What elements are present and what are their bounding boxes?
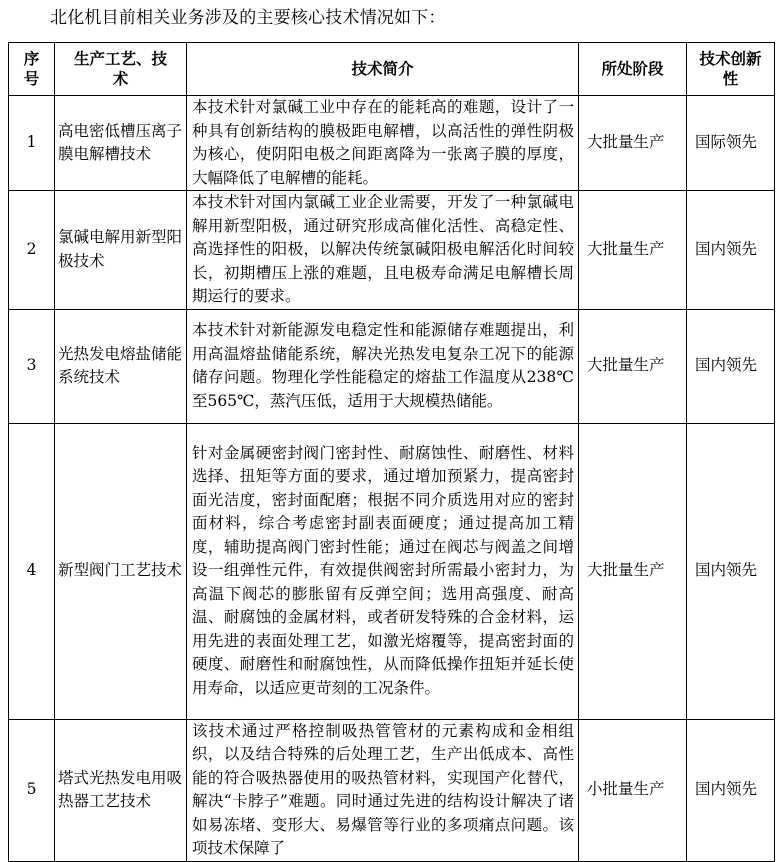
header-intro: 技术简介 xyxy=(187,43,579,96)
header-stage: 所处阶段 xyxy=(579,43,687,96)
row-seq: 4 xyxy=(9,423,55,719)
table-row xyxy=(9,719,775,861)
row-innovation: 国内领先 xyxy=(687,719,775,861)
row-desc: 针对金属硬密封阀门密封性、耐腐蚀性、耐磨性、材料选择、扭矩等方面的要求，通过增加预紧力，提高密封面光洁度，密封面配磨；根据不同介质选用对应的密封面材料，综合考虑密封副表面硬度；通过提高加工精度，辅助提高阀门密封性能；通过在阀芯与阀盖之间增设一组弹性元件，有效提供阀密封所需最小密封力，为高温下阀芯的膨胀留有反弹空间；选用高强度、耐高温、耐腐蚀的金属材料，或者研发特殊的合金材料，运用先进的表面处理工艺，如激光熔覆等，提高密封面的硬度、耐磨性和耐腐蚀性，从而降低操作扭矩并延长使用寿命，以适应更苛刻的工况条件。 xyxy=(187,423,579,719)
row-seq: 1 xyxy=(9,96,55,191)
row-tech: 光热发电熔盐储能系统技术 xyxy=(55,309,187,423)
row-tech: 塔式光热发电用吸热器工艺技术 xyxy=(55,719,187,861)
row-seq: 2 xyxy=(9,191,55,310)
row-innovation: 国际领先 xyxy=(687,96,775,191)
row-stage: 大批量生产 xyxy=(579,309,687,423)
intro-text: 北化机目前相关业务涉及的主要核心技术情况如下： xyxy=(50,8,446,28)
row-tech: 新型阀门工艺技术 xyxy=(55,423,187,719)
header-process: 生产工艺、技术 xyxy=(55,43,187,96)
table-row xyxy=(9,423,775,719)
row-stage: 大批量生产 xyxy=(579,96,687,191)
row-desc: 该技术通过严格控制吸热管管材的元素构成和金相组织，以及结合特殊的后处理工艺，生产出低成本、高性能的符合吸热器使用的吸热管材料，实现国产化替代，解决“卡脖子”难题。同时通过先进的结构设计解决了诸如易冻堵、变形大、易爆管等行业的多项痛点问题。该项技术保障了 xyxy=(187,719,579,861)
row-stage: 大批量生产 xyxy=(579,191,687,310)
core-technology-table xyxy=(8,42,775,862)
table-row xyxy=(9,309,775,423)
row-innovation: 国内领先 xyxy=(687,423,775,719)
row-stage: 小批量生产 xyxy=(579,719,687,861)
row-desc: 本技术针对氯碱工业中存在的能耗高的难题，设计了一种具有创新结构的膜极距电解槽，以高活性的弹性阴极为核心，使阴阳电极之间距离降为一张离子膜的厚度，大幅降低了电解槽的能耗。 xyxy=(187,96,579,191)
header-row xyxy=(9,43,775,96)
row-desc: 本技术针对国内氯碱工业企业需要，开发了一种氯碱电解用新型阳极，通过研究形成高催化活性、高稳定性、高选择性的阳极，以解决传统氯碱阳极电解活化时间较长，初期槽压上涨的难题，且电极寿命满足电解槽长周期运行的要求。 xyxy=(187,191,579,310)
row-seq: 3 xyxy=(9,309,55,423)
table-row xyxy=(9,191,775,310)
header-seq: 序号 xyxy=(9,43,55,96)
row-stage: 大批量生产 xyxy=(579,423,687,719)
row-seq: 5 xyxy=(9,719,55,861)
row-innovation: 国内领先 xyxy=(687,191,775,310)
table-row xyxy=(9,96,775,191)
header-innovation: 技术创新性 xyxy=(687,43,775,96)
row-desc: 本技术针对新能源发电稳定性和能源储存难题提出，利用高温熔盐储能系统，解决光热发电复杂工况下的能源储存问题。物理化学性能稳定的熔盐工作温度从238℃至565℃，蒸汽压低，适用于大规模热储能。 xyxy=(187,309,579,423)
row-tech: 氯碱电解用新型阳极技术 xyxy=(55,191,187,310)
row-tech: 高电密低槽压离子膜电解槽技术 xyxy=(55,96,187,191)
row-innovation: 国内领先 xyxy=(687,309,775,423)
